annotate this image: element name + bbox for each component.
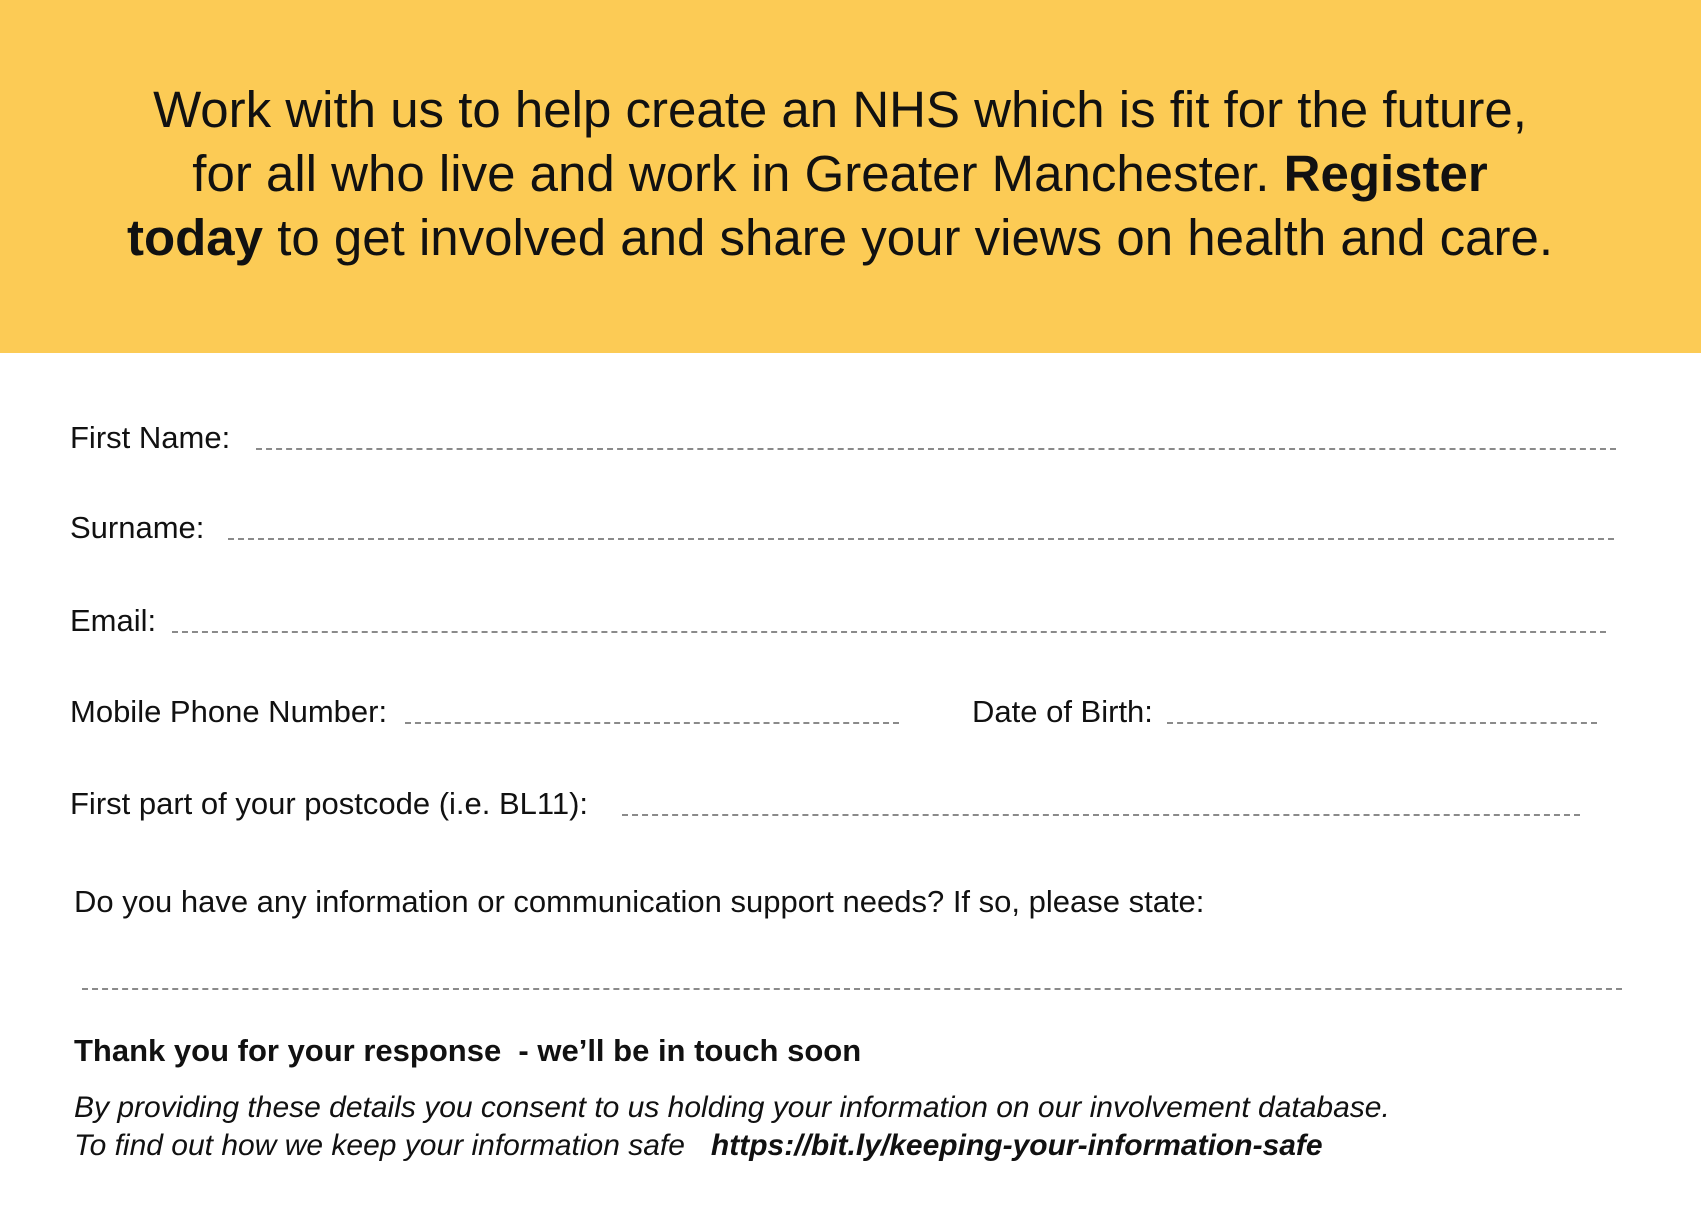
surname-row bbox=[70, 510, 1614, 546]
consent-line-2-text: To find out how we keep your information safe bbox=[74, 1129, 685, 1162]
headline-today: today bbox=[127, 209, 264, 266]
email-field[interactable] bbox=[172, 631, 1606, 633]
headline-register: Register bbox=[1283, 145, 1488, 202]
headline-line-1: Work with us to help create an NHS which is fit for the future, bbox=[153, 81, 1527, 138]
headline-line-2 bbox=[60, 142, 1620, 206]
headline bbox=[60, 78, 1620, 270]
postcode-label: First part of your postcode (i.e. BL11): bbox=[70, 786, 589, 821]
email-label: Email: bbox=[70, 603, 157, 638]
thank-you-message: Thank you for your response - we’ll be in touch soon bbox=[74, 1033, 862, 1068]
headline-line-2-text: for all who live and work in Greater Manchester. bbox=[192, 145, 1270, 202]
first-name-field[interactable] bbox=[256, 448, 1616, 450]
dob-field[interactable] bbox=[1167, 722, 1597, 724]
privacy-link[interactable]: https://bit.ly/keeping-your-information-safe bbox=[710, 1129, 1323, 1162]
mobile-field[interactable] bbox=[405, 722, 899, 724]
first-name-row bbox=[70, 420, 1616, 456]
consent-notice bbox=[74, 1089, 1390, 1165]
support-answer-field[interactable] bbox=[82, 988, 1622, 990]
headline-line-3 bbox=[60, 206, 1620, 270]
headline-line-3-text: to get involved and share your views on health and care. bbox=[277, 209, 1553, 266]
mobile-label: Mobile Phone Number: bbox=[70, 694, 388, 729]
mobile-row bbox=[70, 694, 899, 730]
consent-line-2 bbox=[74, 1127, 1390, 1165]
support-question: Do you have any information or communication support needs? If so, please state: bbox=[74, 884, 1205, 919]
dob-row bbox=[972, 694, 1597, 730]
email-row bbox=[70, 603, 1606, 639]
consent-line-1: By providing these details you consent to us holding your information on our involvement database. bbox=[74, 1091, 1390, 1124]
header-banner bbox=[0, 0, 1701, 353]
postcode-field[interactable] bbox=[622, 814, 1580, 816]
dob-label: Date of Birth: bbox=[972, 694, 1153, 729]
surname-field[interactable] bbox=[228, 538, 1614, 540]
surname-label: Surname: bbox=[70, 510, 205, 545]
postcode-row bbox=[70, 786, 1580, 822]
first-name-label: First Name: bbox=[70, 420, 231, 455]
